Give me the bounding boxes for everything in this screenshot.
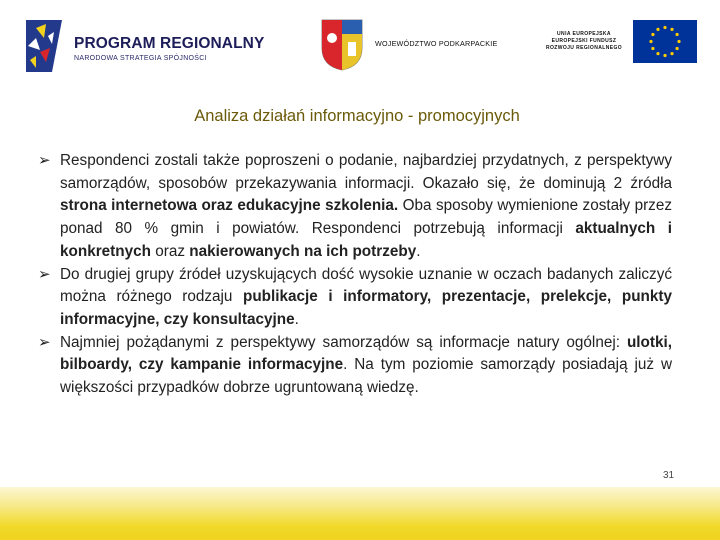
arrow-bullet-icon: ➢ <box>38 333 51 351</box>
eu-line-3: ROZWOJU REGIONALNEGO <box>545 45 623 52</box>
page-number: 31 <box>663 470 675 481</box>
program-subtitle: NARODOWA STRATEGIA SPÓJNOŚCI <box>74 55 207 62</box>
voivodeship-label: WOJEWÓDZTWO PODKARPACKIE <box>375 39 498 48</box>
bottom-decorative-band <box>0 487 720 540</box>
slide-title: Analiza działań informacyjno - promocyjnych <box>194 107 520 125</box>
eu-line-2: EUROPEJSKI FUNDUSZ <box>551 38 617 45</box>
program-regionalny-logo <box>22 18 265 76</box>
arrow-bullet-icon: ➢ <box>38 152 51 169</box>
program-title: PROGRAM REGIONALNY <box>74 35 265 52</box>
bullet-list <box>38 150 672 400</box>
bullet-1-bold-3: nakierowanych na ich potrzeby <box>189 242 417 260</box>
arrow-bullet-icon: ➢ <box>38 265 51 283</box>
bullet-1-bold-2: aktualnych i konkretnych <box>60 220 672 260</box>
program-emblem-icon <box>22 18 70 74</box>
bullet-item-3 <box>38 332 672 400</box>
bullet-2-text-1: Do drugiej grupy źródeł uzyskujących dość wysokie uznanie w oczach badanych zaliczyć można różnego rodzaju <box>60 265 672 306</box>
bullet-item-2 <box>38 264 672 332</box>
bullet-1-text-4: . <box>416 242 421 260</box>
coat-of-arms-icon <box>320 18 364 72</box>
eu-flag-icon <box>633 20 697 63</box>
bullet-1-text-1: Respondenci zostali także poproszeni o podanie, najbardziej przydatnych, z perspektywy samorządów, sposobów przekazywania informacji. Okazało się, że dominują 2 źródła <box>60 152 672 192</box>
bullet-3-text-2: . Na tym poziomie samorządy posiadają już w większości przypadków dobrze ugruntowaną wiedzę. <box>60 356 672 397</box>
bullet-2-bold-1: publikacje i informatory, prezentacje, prelekcje, punkty informacyjne, czy konsultacyjne <box>60 288 672 328</box>
bullet-1-bold-1: strona internetowa oraz edukacyjne szkolenia. <box>60 197 399 215</box>
bullet-1-text-3: oraz <box>150 242 190 260</box>
eu-line-1: UNIA EUROPEJSKA <box>557 31 611 37</box>
bullet-item-1 <box>38 150 672 264</box>
bullet-2-text-2: . <box>294 310 299 328</box>
bullet-1-text-2: Oba sposoby wymienione zostały przez ponad 80 % gmin i powiatów. Respondenci potrzebują informacji <box>60 197 672 238</box>
bullet-3-text-1: Najmniej pożądanymi z perspektywy samorządów są informacje natury ogólnej: <box>60 333 627 351</box>
bullet-3-bold-1: ulotki, bilboardy, czy kampanie informacyjne <box>60 333 672 374</box>
eu-fund-label <box>538 31 630 53</box>
